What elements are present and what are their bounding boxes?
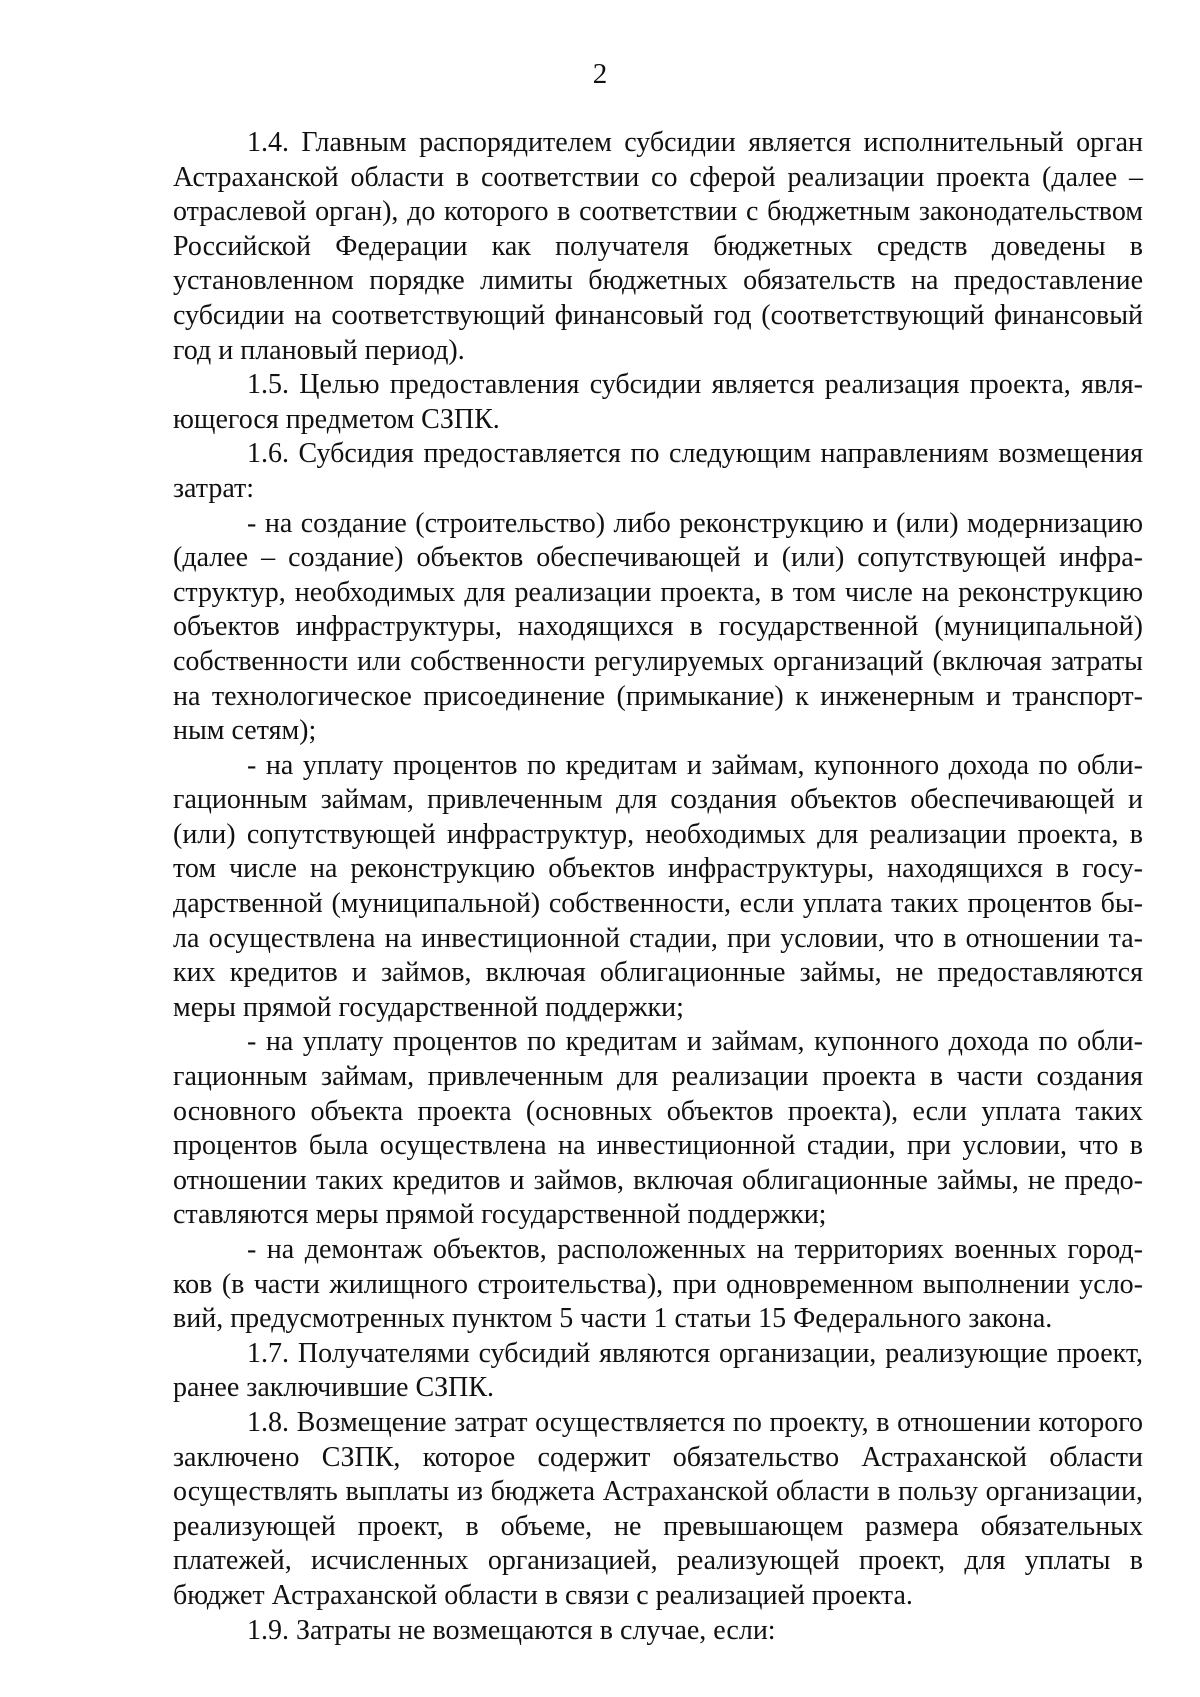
list-item-interest-infrastructure: - на уплату процентов по кредитам и займам, купонного дохода по облигационным займам, привлеченным для создания объектов обеспечивающей и (или) сопутствующей инфраструктур, необходимых для реализации проекта, в том числе на реконструкцию объектов инфраструктуры, находящихся в государственной (муниципальной) собственности, если уплата таких процентов была осуществлена на инвестиционной стадии, при условии, что в отношении таких кредитов и займов, включая облигационные займы, не предоставляются меры прямой государственной поддержки; (173, 749, 1143, 1023)
list-item-construction: - на создание (строительство) либо реконструкцию и (или) модернизацию (далее – создание) объектов обеспечивающей и (или) сопутствующей инфраструктур, необходимых для реализации проекта, в том числе на реконструкцию объектов инфраструктуры, находящихся в государственной (муниципальной) собственности или собственности регулируемых организаций (включая затраты на технологическое присоединение (примыкание) к инженерным и транспортным сетям); (173, 507, 1143, 747)
list-item-interest-main-object: - на уплату процентов по кредитам и займам, купонного дохода по облигационным займам, привлеченным для реализации проекта в части создания основного объекта проекта (основных объектов проекта), если уплата таких процентов была осуществлена на инвестиционной стадии, при условии, что в отношении таких кредитов и займов, включая облигационные займы, не предоставляются меры прямой государственной поддержки; (173, 1026, 1143, 1231)
paragraph-1-9: 1.9. Затраты не возмещаются в случае, если: (247, 1614, 776, 1646)
page-number: 2 (592, 58, 608, 90)
paragraph-1-4: 1.4. Главным распорядителем субсидии является исполнительный орган Астраханской области в соответствии со сферой реализации проекта (далее – отраслевой орган), до которого в соответствии с бюджетным законодательством Российской Федерации как получателя бюджетных средств доведены в установленном порядке лимиты бюджетных обязательств на предоставление субсидии на соответствующий финансовый год (соответствующий финансовый год и плановый период). (173, 127, 1143, 366)
paragraph-1-6: 1.6. Субсидия предоставляется по следующим направлениям возмещения затрат: (173, 438, 1143, 504)
paragraph-1-5: 1.5. Целью предоставления субсидии является реализация проекта, являющегося предметом СЗПК. (173, 369, 1143, 435)
paragraph-1-7: 1.7. Получателями субсидий являются организации, реализующие проект, ранее заключившие СЗПК. (173, 1337, 1143, 1404)
document-body (173, 126, 1143, 1648)
paragraph-1-8: 1.8. Возмещение затрат осуществляется по проекту, в отношении которого заключено СЗПК, которое содержит обязательство Астраханской области осуществлять выплаты из бюджета Астраханской области в пользу организации, реализующей проект, в объеме, не превышающем размера обязательных платежей, исчисленных организацией, реализующей проект, для уплаты в бюджет Астраханской области в связи с реализацией проекта. (173, 1406, 1143, 1611)
list-item-dismantling: - на демонтаж объектов, расположенных на территориях военных городков (в части жилищного строительства), при одновременном выполнении условий, предусмотренных пунктом 5 части 1 статьи 15 Федерального закона. (173, 1234, 1143, 1335)
